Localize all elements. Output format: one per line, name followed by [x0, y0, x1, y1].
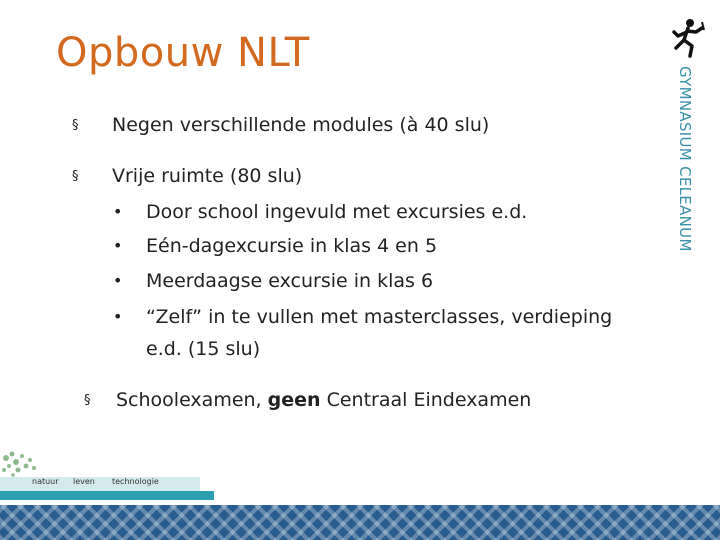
sub-bullet-text-continued: e.d. (15 slu) — [146, 338, 261, 360]
bullet-marker: § — [72, 169, 79, 184]
footer-logo-word: technologie — [112, 477, 159, 486]
bullet-text — [116, 388, 531, 412]
bullet-text-part: Schoolexamen, — [116, 389, 268, 411]
sub-bullet-text: Meerdaagse excursie in klas 6 — [146, 270, 434, 292]
sub-bullet-marker: • — [113, 202, 123, 221]
bullet-text-part: Centraal Eindexamen — [320, 389, 532, 411]
school-name-vertical: GYMNASIUM CELEANUM — [676, 66, 694, 252]
footer-logo-word: leven — [73, 477, 95, 486]
nlt-footer-logo — [0, 450, 214, 500]
footer-pattern-strip — [0, 505, 720, 540]
bullet-text-bold: geen — [267, 389, 321, 411]
bullet-marker: § — [72, 118, 79, 133]
sub-bullet-marker: • — [113, 307, 123, 326]
sub-bullet-text: “Zelf” in te vullen met masterclasses, verdieping — [146, 306, 613, 328]
sub-bullet-marker: • — [113, 236, 123, 255]
footer-logo-word: natuur — [32, 477, 59, 486]
runner-logo-icon — [668, 18, 708, 58]
sub-bullet-text: Door school ingevuld met excursies e.d. — [146, 201, 528, 223]
sub-bullet-marker: • — [113, 271, 123, 290]
slide-title: Opbouw NLT — [56, 30, 310, 76]
bullet-text: Negen verschillende modules (à 40 slu) — [112, 114, 490, 136]
sub-bullet-text: Eén-dagexcursie in klas 4 en 5 — [146, 235, 438, 257]
bullet-marker: § — [84, 393, 91, 408]
bullet-text: Vrije ruimte (80 slu) — [112, 165, 303, 187]
